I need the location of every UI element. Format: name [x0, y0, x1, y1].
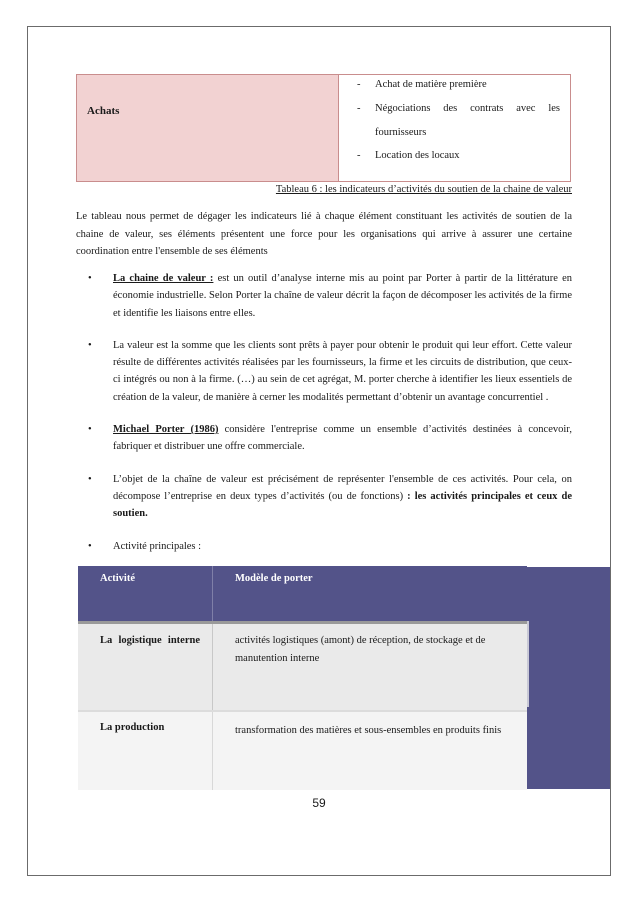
bullet-item: • Michael Porter (1986) considère l'entreprise comme un ensemble d’activités destinées à concevoir, fabriquer et distribuer une offre commerciale. [88, 424, 572, 453]
header-model: Modèle de porter [235, 573, 313, 584]
primary-activities-table [78, 566, 527, 790]
achats-cell [77, 75, 339, 181]
table-caption: Tableau 6 : les indicateurs d’activités du soutien de la chaine de valeur [275, 184, 572, 195]
activity-cell: La logistique interne [78, 624, 213, 710]
indicator-item: - Achat de matière première [357, 79, 487, 90]
support-activities-table [76, 74, 571, 182]
bullet-bold-tail: : les activités principales et ceux de soutien. [113, 490, 572, 520]
description-cell: transformation des matières et sous-ensembles en produits finis [235, 725, 502, 736]
bullet-item: • L’objet de la chaîne de valeur est précisément de représenter l'ensemble de ces activités. Pour cela, on décompose l’entreprise en deux types d’activités (ou de fonctions) : les activités principales et ceux de soutien. [88, 473, 572, 520]
bullet-lead: Michael Porter (1986) [113, 424, 219, 436]
indicator-item: - Négociations des contrats avec les fournisseurs [357, 103, 560, 138]
bullet-item: • Activité principales : [88, 540, 202, 552]
table-row [78, 621, 527, 710]
header-activity: Activité [78, 566, 213, 621]
table-header-row [78, 566, 527, 621]
description-cell: activités logistiques (amont) de réception, de stockage et de manutention interne [235, 635, 486, 664]
page-number: 59 [312, 796, 326, 810]
bullet-lead: La chaine de valeur : [113, 273, 214, 284]
intro-paragraph: Le tableau nous permet de dégager les indicateurs lié à chaque élément constituant les activités de soutien de la chaine de valeur, ses éléments présentent une force pour les organisations qui arrive à assurer une certaine coordination entre l'ensemble de ses éléments [76, 211, 572, 257]
decorative-side-block [527, 567, 610, 789]
achats-indicators-cell [339, 75, 570, 181]
activity-cell: La production [78, 712, 213, 790]
table-row [78, 710, 527, 790]
bullet-list [88, 270, 572, 570]
achats-label: Achats [87, 105, 120, 117]
indicator-item: - Location des locaux [357, 150, 460, 161]
bullet-item: • La valeur est la somme que les clients sont prêts à payer pour obtenir le produit qui leur effort. Cette valeur résulte de différentes activités réalisées par les fournisseurs, la firme et les circuits de distribution, que ceux-ci intégrés ou non à la firme. (…) au sein de cet agrégat, M. porter cherche à identifier les lieux essentiels de création de la valeur, de manière à cerner les modalités permettant d’obtenir un avantage concurrentiel . [88, 339, 572, 403]
bullet-item: • La chaine de valeur : est un outil d’analyse interne mis au point par Porter à partir de la littérature en économie industrielle. Selon Porter la chaîne de valeur décrit la façon de décomposer les activités de la firme et identifie les liaisons entre elles. [88, 273, 572, 319]
